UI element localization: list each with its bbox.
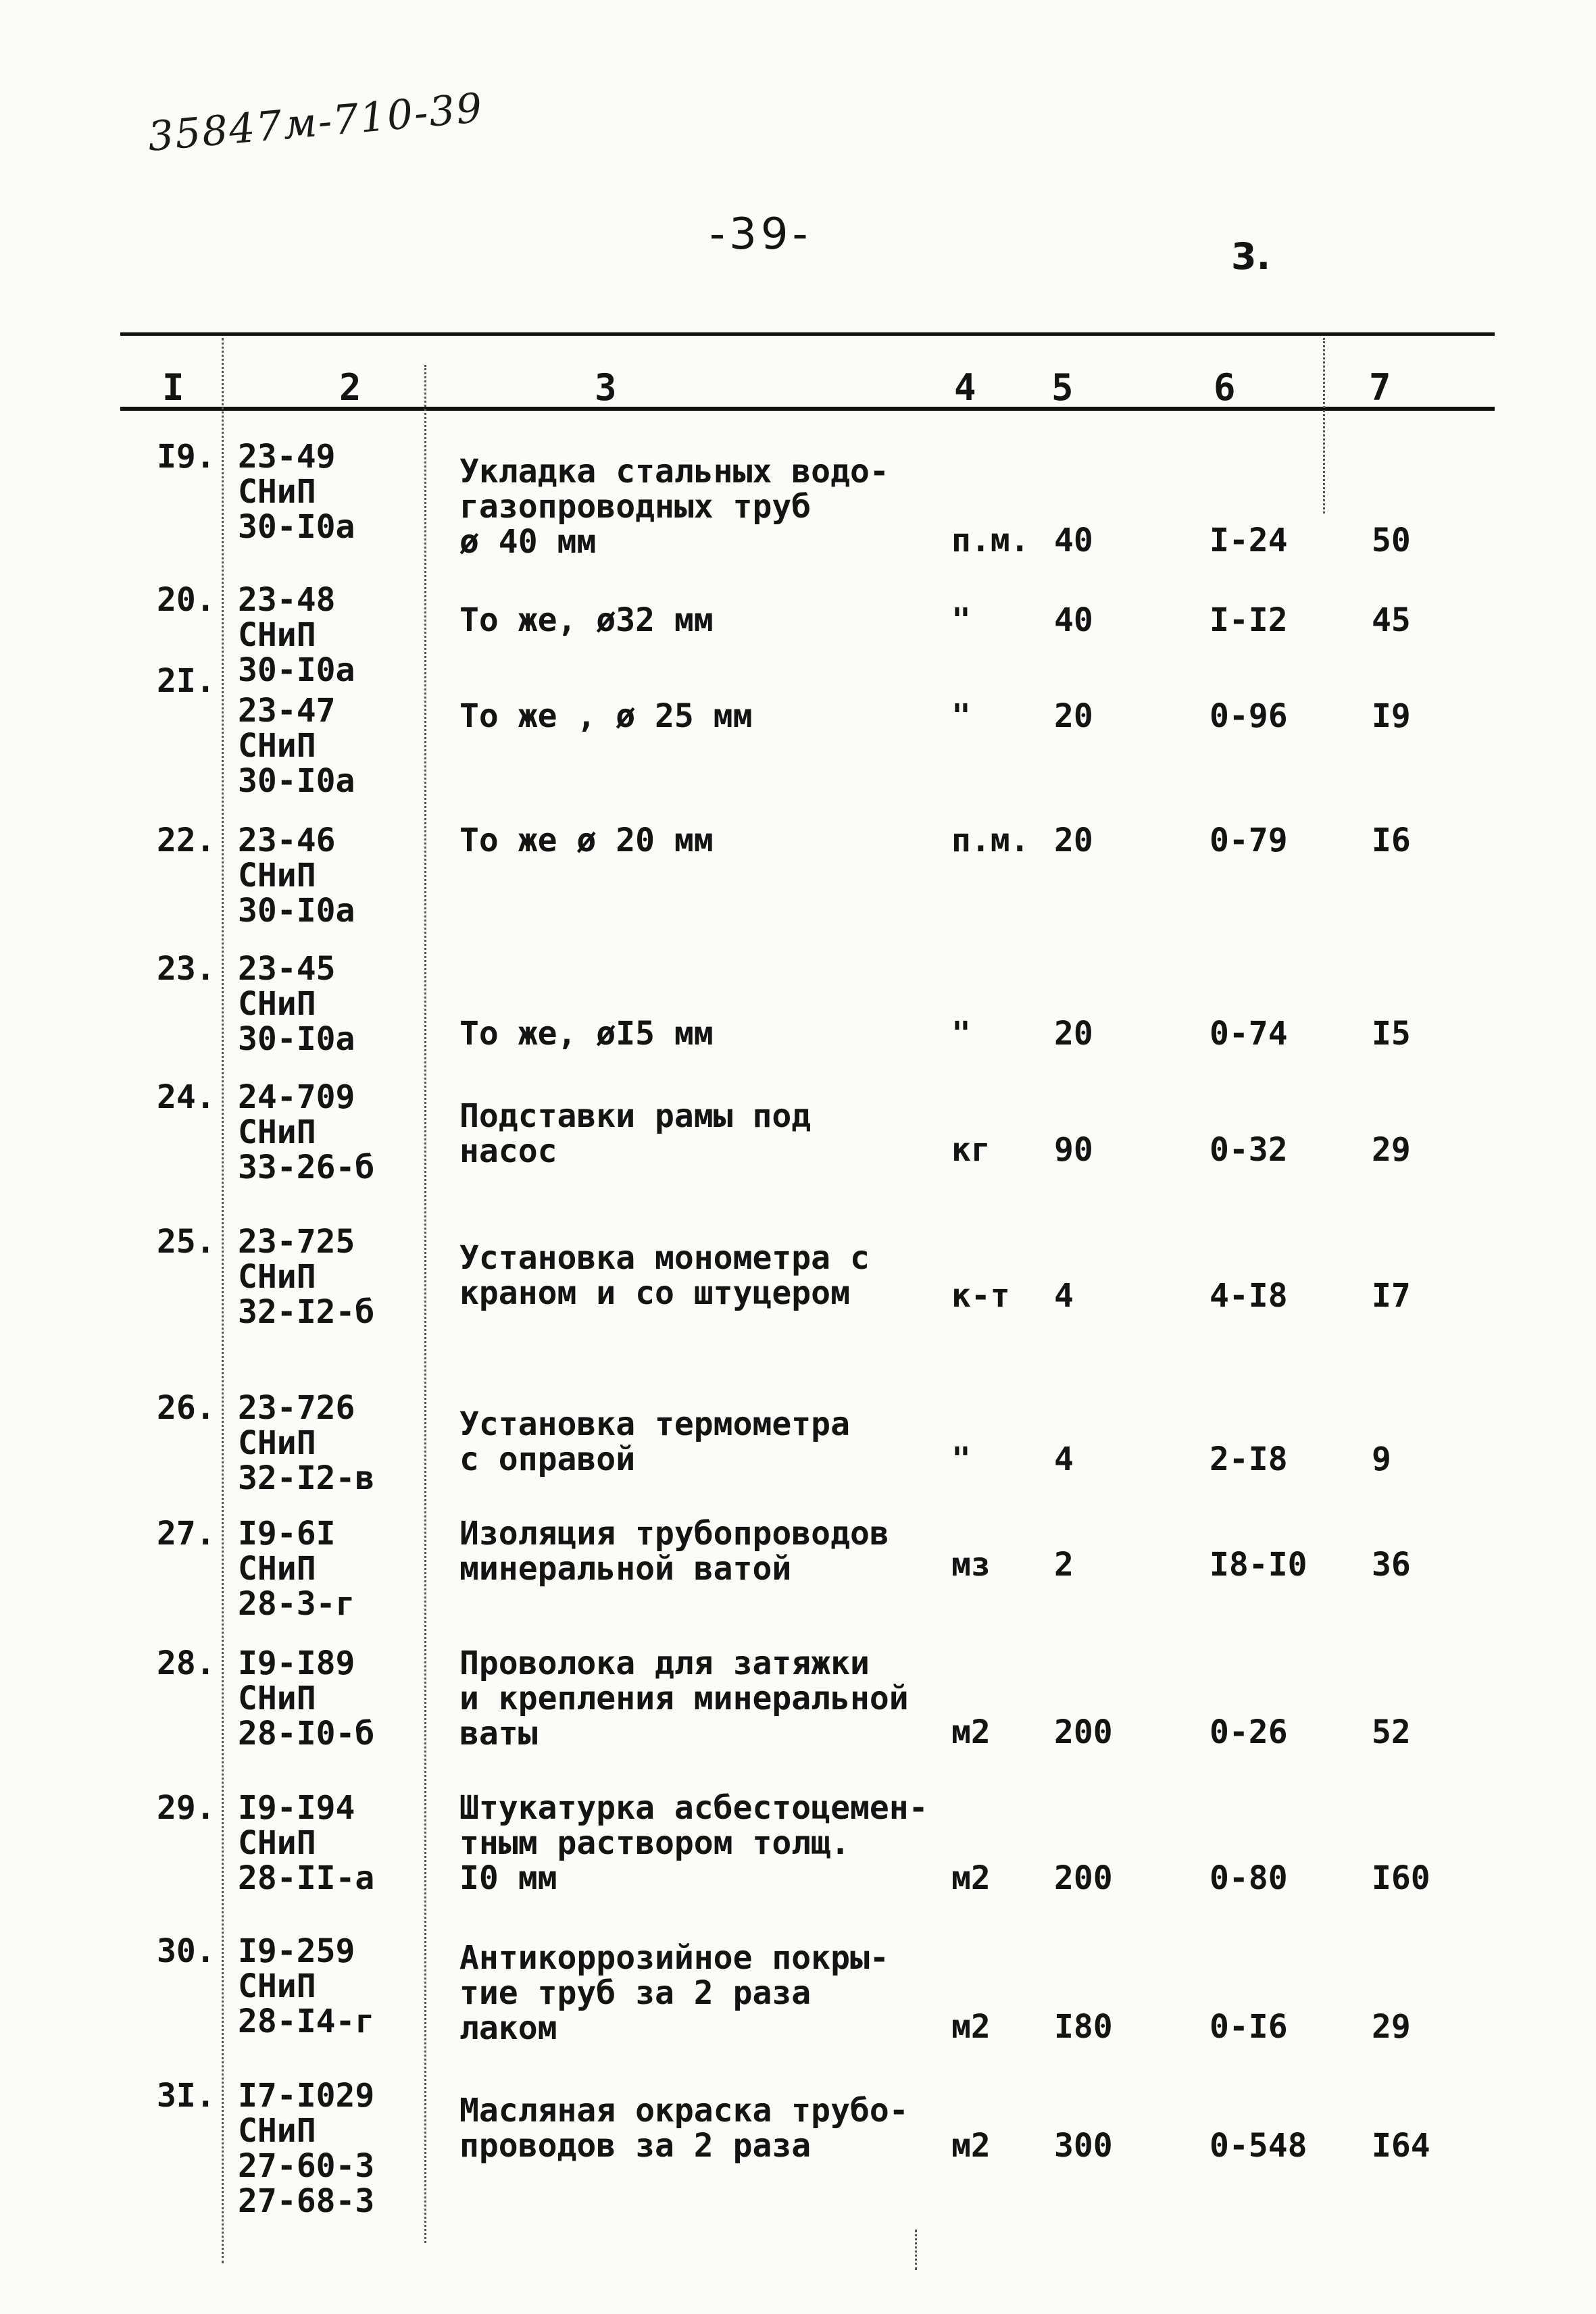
column-header-6: 6 <box>1214 366 1236 409</box>
unit: м2 <box>951 2008 991 2046</box>
total: 9 <box>1372 1440 1391 1478</box>
total: 29 <box>1372 1131 1411 1169</box>
work-description: Масляная окраска трубо- проводов за 2 раза <box>459 2092 909 2165</box>
total: 50 <box>1372 522 1411 559</box>
total: 36 <box>1372 1546 1411 1584</box>
norm-reference: 23-45 СНиП 30-I0а <box>238 950 355 1058</box>
unit-price: I-I2 <box>1210 601 1288 639</box>
total: I7 <box>1372 1277 1411 1315</box>
norm-reference: I7-I029 СНиП 27-60-3 27-68-3 <box>238 2077 375 2220</box>
work-description: Установка монометра с краном и со штуцером <box>459 1239 870 1312</box>
unit-price: 0-80 <box>1210 1859 1288 1897</box>
quantity: 4 <box>1054 1440 1074 1478</box>
row-number: 20. <box>157 581 216 619</box>
total: 29 <box>1372 2008 1411 2046</box>
unit: " <box>951 697 971 735</box>
quantity: 200 <box>1054 1713 1113 1751</box>
total: I60 <box>1372 1859 1430 1897</box>
row-number: 24. <box>157 1078 216 1116</box>
work-description: Изоляция трубопроводов минеральной ватой <box>459 1515 889 1588</box>
work-description: Проволока для затяжки и крепления минеральной ваты <box>459 1644 909 1753</box>
quantity: 300 <box>1054 2127 1113 2165</box>
row-number: 3I. <box>157 2077 216 2115</box>
column-header-5: 5 <box>1051 366 1074 409</box>
unit-price: 0-79 <box>1210 822 1288 859</box>
page-number: -39- <box>709 209 812 259</box>
unit-price: 0-96 <box>1210 697 1288 735</box>
norm-reference: 24-709 СНиП 33-26-б <box>238 1078 375 1186</box>
work-description: То же, ø32 мм <box>459 601 714 639</box>
unit-price: 0-32 <box>1210 1131 1288 1169</box>
row-number: 2I. <box>157 662 216 700</box>
total: I5 <box>1372 1015 1411 1053</box>
unit: " <box>951 601 971 639</box>
row-number: 30. <box>157 1932 216 1970</box>
unit-price: 4-I8 <box>1210 1277 1288 1315</box>
row-number: 22. <box>157 822 216 859</box>
quantity: 40 <box>1054 522 1093 559</box>
column-header-3: 3 <box>595 366 617 409</box>
column-header-1: I <box>162 366 184 409</box>
column-header-2: 2 <box>339 366 361 409</box>
quantity: 200 <box>1054 1859 1113 1897</box>
norm-reference: 23-49 СНиП 30-I0а <box>238 438 355 546</box>
unit-price: I-24 <box>1210 522 1288 559</box>
row-number: 27. <box>157 1515 216 1553</box>
unit: к-т <box>951 1277 1010 1315</box>
norm-reference: I9-I94 СНиП 28-II-а <box>238 1789 375 1897</box>
unit: мз <box>951 1546 991 1584</box>
row-number: I9. <box>157 438 216 476</box>
norm-reference: 23-46 СНиП 30-I0а <box>238 822 355 930</box>
work-description: Укладка стальных водо- газопроводных труб ø 40 мм <box>459 453 889 561</box>
work-description: То же , ø 25 мм <box>459 697 753 735</box>
unit: " <box>951 1440 971 1478</box>
column-header-7: 7 <box>1369 366 1391 409</box>
total: 52 <box>1372 1713 1411 1751</box>
handwritten-doc-code: 35847м-710-39 <box>145 84 486 161</box>
norm-reference: 23-726 СНиП 32-I2-в <box>238 1389 375 1497</box>
table-header-rule <box>120 407 1495 411</box>
column-header-4: 4 <box>954 366 976 409</box>
quantity: 20 <box>1054 822 1093 859</box>
quantity: 20 <box>1054 1015 1093 1053</box>
row-number: 29. <box>157 1789 216 1827</box>
norm-reference: I9-6I СНиП 28-3-г <box>238 1515 355 1623</box>
sheet-number: 3. <box>1231 235 1271 278</box>
work-description: Подставки рамы под насос <box>459 1097 812 1170</box>
unit: п.м. <box>951 822 1030 859</box>
work-description: Установка термометра с оправой <box>459 1405 850 1478</box>
unit: м2 <box>951 1713 991 1751</box>
row-number: 28. <box>157 1644 216 1682</box>
unit-price: 0-26 <box>1210 1713 1288 1751</box>
total: 45 <box>1372 601 1411 639</box>
quantity: 90 <box>1054 1131 1093 1169</box>
norm-reference: 23-725 СНиП 32-I2-б <box>238 1223 375 1331</box>
norm-reference: 23-48 СНиП 30-I0а <box>238 581 355 689</box>
norm-reference: 23-47 СНиП 30-I0а <box>238 692 355 800</box>
column-divider <box>424 365 426 2243</box>
quantity: I80 <box>1054 2008 1113 2046</box>
quantity: 4 <box>1054 1277 1074 1315</box>
norm-reference: I9-I89 СНиП 28-I0-б <box>238 1644 375 1753</box>
row-number: 25. <box>157 1223 216 1261</box>
quantity: 20 <box>1054 697 1093 735</box>
quantity: 40 <box>1054 601 1093 639</box>
norm-reference: I9-259 СНиП 28-I4-г <box>238 1932 375 2040</box>
unit-price: 0-I6 <box>1210 2008 1288 2046</box>
unit-price: I8-I0 <box>1210 1546 1307 1584</box>
work-description: То же, øI5 мм <box>459 1015 714 1053</box>
total: I6 <box>1372 822 1411 859</box>
quantity: 2 <box>1054 1546 1074 1584</box>
unit: п.м. <box>951 522 1030 559</box>
unit-price: 0-548 <box>1210 2127 1307 2165</box>
table-top-rule <box>120 332 1495 336</box>
row-number: 26. <box>157 1389 216 1427</box>
work-description: Антикоррозийное покры- тие труб за 2 раза лаком <box>459 1939 889 2047</box>
column-divider <box>915 2230 917 2270</box>
column-divider <box>1323 338 1325 513</box>
unit-price: 0-74 <box>1210 1015 1288 1053</box>
total: I9 <box>1372 697 1411 735</box>
unit: кг <box>951 1131 991 1169</box>
row-number: 23. <box>157 950 216 988</box>
unit: м2 <box>951 2127 991 2165</box>
unit: м2 <box>951 1859 991 1897</box>
work-description: То же ø 20 мм <box>459 822 714 859</box>
column-divider <box>222 338 224 2263</box>
total: I64 <box>1372 2127 1430 2165</box>
unit-price: 2-I8 <box>1210 1440 1288 1478</box>
unit: " <box>951 1015 971 1053</box>
work-description: Штукатурка асбестоцемен- тным раствором толщ. I0 мм <box>459 1789 928 1897</box>
